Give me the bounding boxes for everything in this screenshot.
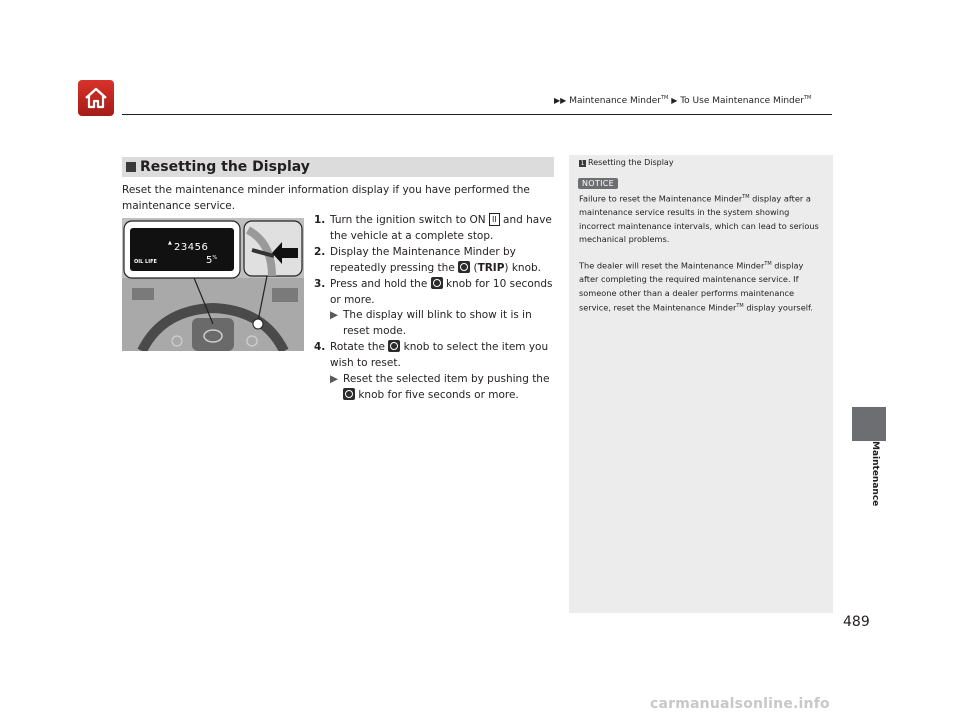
chapter-tab-label: Maintenance (870, 441, 880, 507)
oil-life-label: OIL LIFE (134, 259, 157, 265)
result-arrow-icon: ▶ (330, 309, 339, 321)
watermark: carmanualsonline.info (650, 696, 830, 712)
intro-text: Reset the maintenance minder information display if you have performed the maintenance service. (122, 184, 530, 212)
note-paragraph-1: Failure to reset the Maintenance Minder™ display after a maintenance service results in the system showing incorrect maintenance intervals, which can lead to serious mechanical problems. (579, 193, 819, 245)
odometer-readout: 23456 (174, 242, 209, 253)
selector-knob-icon (388, 340, 400, 352)
selector-knob-icon (343, 388, 355, 400)
breadcrumb-current: To Use Maintenance Minder™ (680, 95, 812, 106)
notice-badge: NOTICE (578, 178, 618, 189)
breadcrumb-link-maintenance-minder[interactable]: Maintenance Minder™ (569, 95, 669, 106)
chapter-tab[interactable] (852, 407, 886, 441)
selector-knob-icon (458, 261, 470, 273)
dashboard-illustration (122, 218, 304, 351)
home-icon (83, 85, 109, 111)
breadcrumb-arrow-icon: ▶ (671, 96, 678, 105)
result-arrow-icon: ▶ (330, 373, 339, 385)
breadcrumb (554, 95, 811, 106)
breadcrumb-arrow-icon: ▶▶ (554, 96, 567, 105)
section-heading (122, 157, 554, 177)
selector-knob-icon (431, 277, 443, 289)
note-title: 1 Resetting the Display (580, 158, 674, 167)
page-number: 489 (843, 614, 870, 630)
header-divider (122, 114, 832, 115)
heading-square-icon (126, 162, 136, 172)
note-ref-icon: 1 (580, 160, 585, 167)
note-paragraph-2: The dealer will reset the Maintenance Minder™ display after completing the required maintenance service. If someone other than a dealer performs maintenance service, reset the Maintenance Minder™ display yourself. (579, 260, 813, 313)
ignition-on-key-icon: II (489, 213, 500, 226)
home-button[interactable] (78, 80, 114, 116)
oil-life-value: 5% (206, 255, 218, 266)
section-title: Resetting the Display (140, 159, 310, 175)
display-caret-icon: ▲ (168, 240, 172, 246)
